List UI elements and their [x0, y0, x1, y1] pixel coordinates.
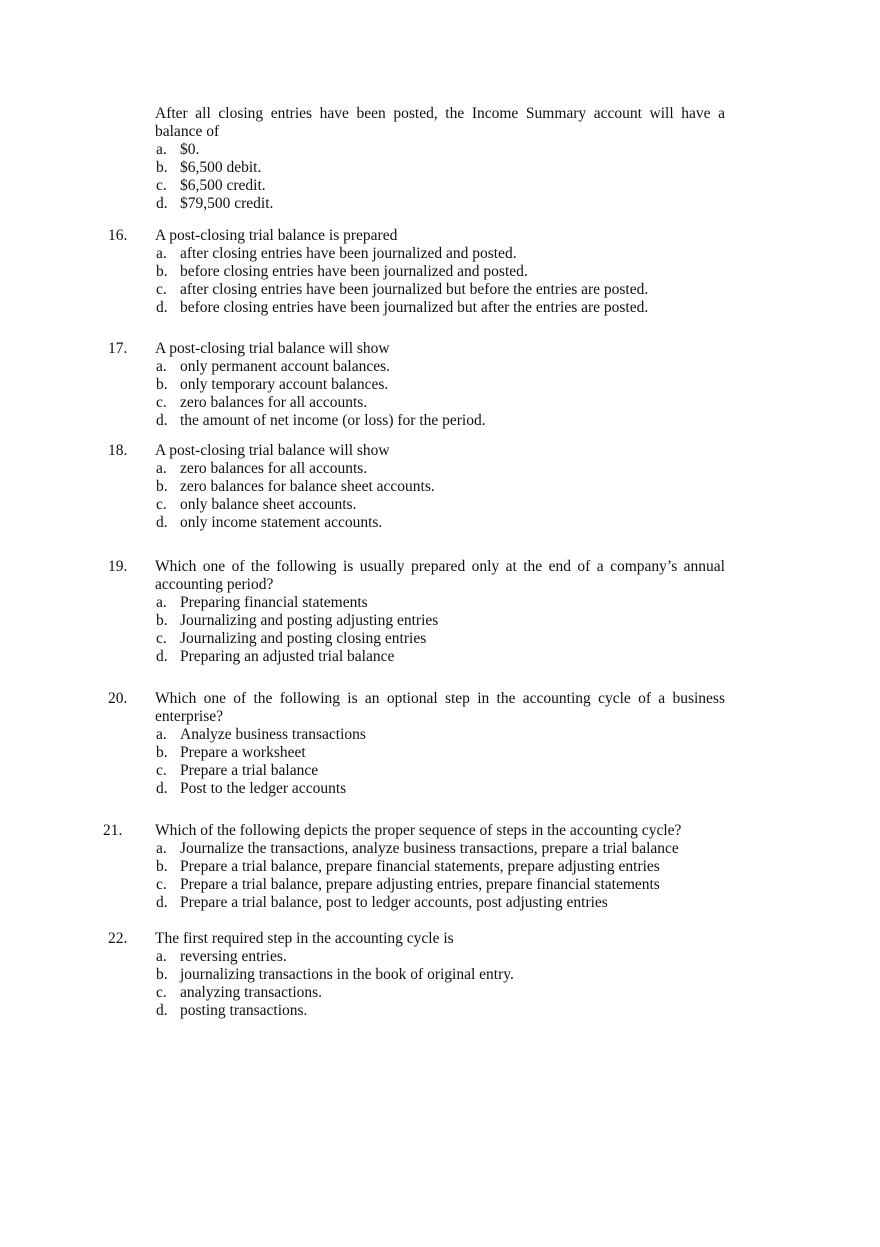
- option-d: d. Prepare a trial balance, post to ledger accounts, post adjusting entries: [156, 894, 608, 911]
- option-c: c. after closing entries have been journalized but before the entries are posted.: [156, 281, 649, 298]
- option-list: [156, 726, 740, 798]
- option-c: c. analyzing transactions.: [156, 984, 323, 1001]
- option-d: d. $79,500 credit.: [156, 195, 274, 212]
- question-number: 17.: [108, 340, 128, 357]
- question-text: A post-closing trial balance will show: [155, 340, 390, 357]
- option-a: a. Journalize the transactions, analyze business transactions, prepare a trial balance: [156, 840, 679, 857]
- option-b: b. zero balances for balance sheet accounts.: [156, 478, 435, 495]
- option-list: [156, 358, 740, 430]
- option-c: c. Prepare a trial balance, prepare adjusting entries, prepare financial statements: [156, 876, 660, 893]
- option-b: b. journalizing transactions in the book of original entry.: [156, 966, 514, 983]
- option-d: d. the amount of net income (or loss) for the period.: [156, 412, 486, 429]
- option-list: [156, 594, 740, 666]
- option-list: [156, 245, 740, 317]
- option-list: [156, 141, 740, 213]
- option-b: b. only temporary account balances.: [156, 376, 389, 393]
- option-a: a. Preparing financial statements: [156, 594, 368, 611]
- question-19: [100, 558, 740, 666]
- option-d: d. posting transactions.: [156, 1002, 308, 1019]
- option-b: b. before closing entries have been journalized and posted.: [156, 263, 528, 280]
- question-number: 20.: [108, 690, 128, 707]
- option-c: c. zero balances for all accounts.: [156, 394, 368, 411]
- option-a: a. reversing entries.: [156, 948, 287, 965]
- option-d: d. Preparing an adjusted trial balance: [156, 648, 395, 665]
- option-b: b. Journalizing and posting adjusting entries: [156, 612, 439, 629]
- option-list: [156, 840, 740, 912]
- option-a: a. zero balances for all accounts.: [156, 460, 368, 477]
- question-number: 16.: [108, 227, 128, 244]
- question-15: [100, 105, 740, 213]
- question-text: A post-closing trial balance is prepared: [155, 227, 398, 244]
- option-c: c. $6,500 credit.: [156, 177, 266, 194]
- option-b: b. $6,500 debit.: [156, 159, 262, 176]
- option-c: c. Prepare a trial balance: [156, 762, 319, 779]
- question-number: 19.: [108, 558, 128, 575]
- question-text: Which one of the following is usually prepared only at the end of a company’s annual accounting period?: [155, 558, 725, 593]
- question-number: 22.: [108, 930, 128, 947]
- option-b: b. Prepare a worksheet: [156, 744, 306, 761]
- question-number: 21.: [103, 822, 123, 839]
- question-text: A post-closing trial balance will show: [155, 442, 390, 459]
- question-20: [100, 690, 740, 798]
- question-17: [100, 340, 740, 430]
- question-18: [100, 442, 740, 532]
- question-text: Which of the following depicts the proper sequence of steps in the accounting cycle?: [155, 822, 682, 839]
- question-22: [100, 930, 740, 1020]
- question-text: After all closing entries have been posted, the Income Summary account will have a balance of: [155, 105, 725, 140]
- option-c: c. only balance sheet accounts.: [156, 496, 357, 513]
- option-d: d. before closing entries have been journalized but after the entries are posted.: [156, 299, 649, 316]
- option-a: a. only permanent account balances.: [156, 358, 391, 375]
- option-a: a. $0.: [156, 141, 200, 158]
- option-d: d. only income statement accounts.: [156, 514, 383, 531]
- question-16: [100, 227, 740, 317]
- option-list: [156, 948, 740, 1020]
- option-d: d. Post to the ledger accounts: [156, 780, 347, 797]
- question-text: Which one of the following is an optional step in the accounting cycle of a business enterprise?: [155, 690, 725, 725]
- question-text: The first required step in the accounting cycle is: [155, 930, 454, 947]
- option-b: b. Prepare a trial balance, prepare financial statements, prepare adjusting entries: [156, 858, 660, 875]
- option-c: c. Journalizing and posting closing entries: [156, 630, 427, 647]
- option-a: a. Analyze business transactions: [156, 726, 366, 743]
- question-21: [100, 822, 740, 912]
- option-a: a. after closing entries have been journalized and posted.: [156, 245, 517, 262]
- option-list: [156, 460, 740, 532]
- question-number: 18.: [108, 442, 128, 459]
